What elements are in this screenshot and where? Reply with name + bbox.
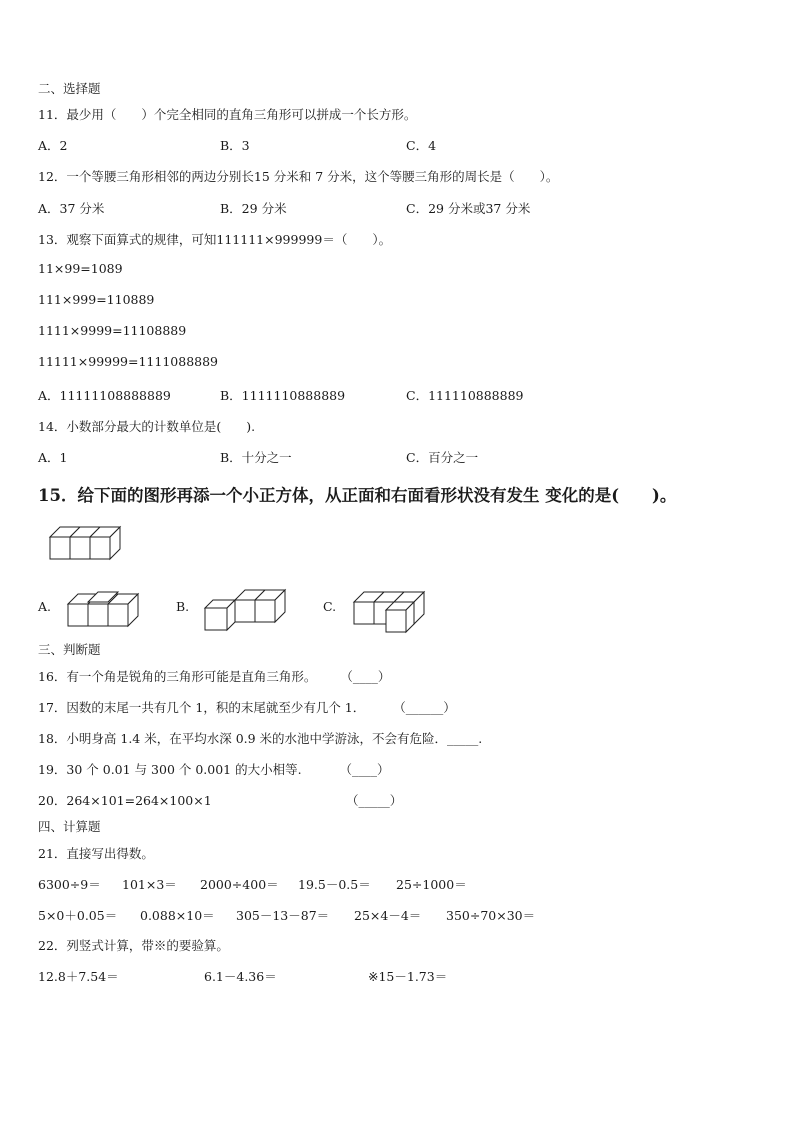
q20-answer-blank[interactable]: （_____） bbox=[346, 793, 403, 808]
q19-text: 19．30 个 0.01 与 300 个 0.001 的大小相等. bbox=[38, 762, 302, 777]
q13-option-a: A．11111108888889 bbox=[38, 388, 171, 403]
q21-calc-item: 2000÷400＝ bbox=[200, 877, 279, 892]
q21-calc-item: 5×0＋0.05＝ bbox=[38, 908, 118, 923]
q21-calc-item: 19.5－0.5＝ bbox=[298, 877, 371, 892]
q16-text: 16．有一个角是锐角的三角形可能是直角三角形。 bbox=[38, 669, 317, 684]
question-19 bbox=[38, 760, 390, 778]
section-heading-choice: 二、选择题 bbox=[38, 81, 101, 96]
q19-answer-blank[interactable]: （____） bbox=[339, 762, 390, 777]
question-18: 18．小明身高 1.4 米，在平均水深 0.9 米的水池中学游泳，不会有危险．_____. bbox=[38, 731, 483, 746]
q11-option-c: C．4 bbox=[406, 138, 437, 153]
q15-option-a-label: A. bbox=[38, 599, 52, 614]
q12-option-a: A．37 分米 bbox=[38, 201, 105, 216]
q21-calc-item: 6300÷9＝ bbox=[38, 877, 101, 892]
cube-row-3 bbox=[50, 527, 120, 559]
q14-option-a: A．1 bbox=[38, 450, 68, 465]
q15-option-c-label: C. bbox=[323, 599, 337, 614]
q13-pattern-line-4: 11111×99999=1111088889 bbox=[38, 354, 219, 369]
q17-text: 17．因数的末尾一共有几个 1，积的末尾就至少有几个 1． bbox=[38, 700, 366, 715]
q15-option-a-figure bbox=[68, 592, 158, 632]
question-21: 21．直接写出得数。 bbox=[38, 846, 154, 861]
q11-option-b: B．3 bbox=[220, 138, 250, 153]
q21-calc-item: 25÷1000＝ bbox=[396, 877, 467, 892]
question-17 bbox=[38, 698, 456, 716]
q22-calc-item: 6.1－4.36＝ bbox=[204, 969, 277, 984]
question-15: 15．给下面的图形再添一个小正方体，从正面和右面看形状没有发生 变化的是( )。 bbox=[38, 486, 677, 505]
q12-option-c: C．29 分米或37 分米 bbox=[406, 201, 531, 216]
section-heading-calc: 四、计算题 bbox=[38, 819, 101, 834]
q13-option-c: C．111110888889 bbox=[406, 388, 524, 403]
question-16 bbox=[38, 667, 390, 685]
question-11: 11．最少用（ ）个完全相同的直角三角形可以拼成一个长方形。 bbox=[38, 107, 417, 122]
q21-calc-item: 0.088×10＝ bbox=[140, 908, 215, 923]
q22-calc-item: ※15－1.73＝ bbox=[368, 969, 448, 984]
q21-calc-item: 101×3＝ bbox=[122, 877, 177, 892]
section-heading-judge: 三、判断题 bbox=[38, 642, 101, 657]
q15-option-b-label: B. bbox=[176, 599, 190, 614]
q15-option-c-figure bbox=[354, 588, 444, 634]
q11-option-a: A．2 bbox=[38, 138, 68, 153]
question-22: 22．列竖式计算，带※的要验算。 bbox=[38, 938, 229, 953]
q14-option-c: C．百分之一 bbox=[406, 450, 479, 465]
q16-answer-blank[interactable]: （____） bbox=[340, 669, 391, 684]
q17-answer-blank[interactable]: （______） bbox=[393, 700, 456, 715]
q21-calc-item: 350÷70×30＝ bbox=[446, 908, 536, 923]
q13-pattern-line-1: 11×99=1089 bbox=[38, 261, 123, 276]
question-14: 14．小数部分最大的计数单位是( ). bbox=[38, 419, 256, 434]
q12-option-b: B．29 分米 bbox=[220, 201, 287, 216]
question-13: 13．观察下面算式的规律，可知111111×999999＝（ ）。 bbox=[38, 232, 392, 247]
q21-calc-item: 25×4－4＝ bbox=[354, 908, 422, 923]
q15-option-b-figure bbox=[205, 586, 295, 632]
q22-calc-item: 12.8＋7.54＝ bbox=[38, 969, 119, 984]
question-12: 12．一个等腰三角形相邻的两边分别长15 分米和 7 分米，这个等腰三角形的周长是（ ）。 bbox=[38, 169, 559, 184]
q13-option-b: B．1111110888889 bbox=[220, 388, 346, 403]
question-20: 20．264×101=264×100×1 bbox=[38, 793, 212, 808]
q15-base-figure bbox=[50, 525, 130, 565]
q13-pattern-line-3: 1111×9999=11108889 bbox=[38, 323, 187, 338]
q14-option-b: B．十分之一 bbox=[220, 450, 292, 465]
q21-calc-item: 305－13－87＝ bbox=[236, 908, 330, 923]
q13-pattern-line-2: 111×999=110889 bbox=[38, 292, 155, 307]
